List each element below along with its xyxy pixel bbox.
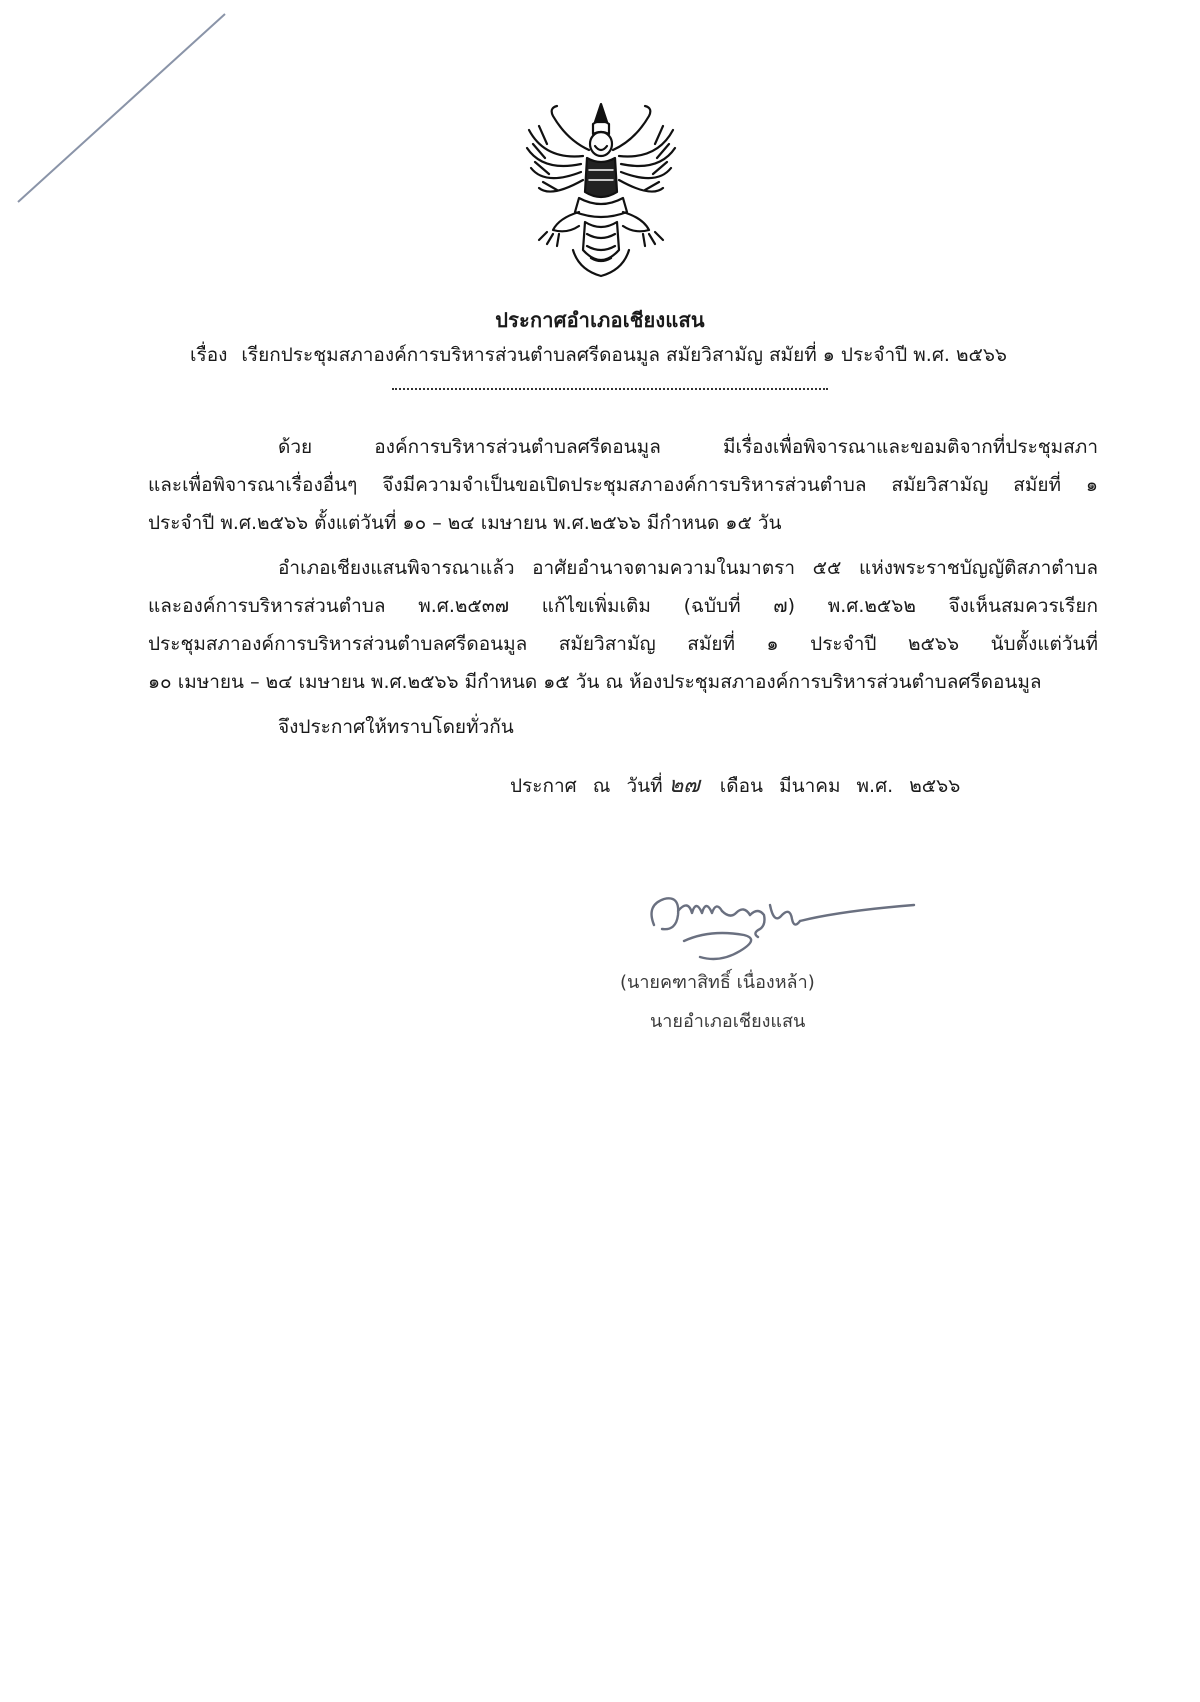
signer-position: นายอำเภอเชียงแสน [650,1011,806,1032]
date-year: ๒๕๖๖ [909,775,961,797]
paragraph-2-line: อำเภอเชียงแสนพิจารณาแล้ว อาศัยอำนาจตามความในมาตรา ๕๕ แห่งพระราชบัญญัติสภาตำบล [278,557,1098,579]
subject-line [190,340,1090,370]
date-month: มีนาคม [779,775,841,797]
paragraph-1-line: ประจำปี พ.ศ.๒๕๖๖ ตั้งแต่วันที่ ๑๐ – ๒๔ เมษายน พ.ศ.๒๕๖๖ มีกำหนด ๑๕ วัน [148,512,782,534]
document-title: ประกาศอำเภอเชียงแสน [495,308,705,332]
closing-statement: จึงประกาศให้ทราบโดยทั่วกัน [278,716,514,738]
date-day-handwritten: ๒๗ [668,773,700,798]
dotted-divider [392,388,828,390]
subject-text: เรียกประชุมสภาองค์การบริหารส่วนตำบลศรีดอนมูล สมัยวิสามัญ สมัยที่ ๑ ประจำปี พ.ศ. ๒๕๖๖ [241,344,1007,366]
paragraph-1-line: และเพื่อพิจารณาเรื่องอื่นๆ จึงมีความจำเป็นขอเปิดประชุมสภาองค์การบริหารส่วนตำบล สมัยวิสามัญ สมัยที่ ๑ [148,474,1098,496]
paragraph-2-line: ประชุมสภาองค์การบริหารส่วนตำบลศรีดอนมูล สมัยวิสามัญ สมัยที่ ๑ ประจำปี ๒๕๖๖ นับตั้งแต่วันที่ [148,633,1098,655]
date-era: พ.ศ. [856,775,894,797]
paragraph-2-line: ๑๐ เมษายน – ๒๔ เมษายน พ.ศ.๒๕๖๖ มีกำหนด ๑๕ วัน ณ ห้องประชุมสภาองค์การบริหารส่วนตำบลศรีดอนมูล [148,671,1042,693]
date-at: ณ [592,775,611,797]
paragraph-1 [148,428,1098,542]
paragraph-2-line: และองค์การบริหารส่วนตำบล พ.ศ.๒๕๓๗ แก้ไขเพิ่มเติม (ฉบับที่ ๗) พ.ศ.๒๕๖๒ จึงเห็นสมควรเรียก [148,595,1098,617]
paragraph-1-line: ด้วย องค์การบริหารส่วนตำบลศรีดอนมูล มีเรื่องเพื่อพิจารณาและขอมติจากที่ประชุมสภา [278,436,1098,458]
subject-label: เรื่อง [190,344,228,366]
date-month-label: เดือน [719,775,764,797]
signer-name: (นายคฑาสิทธิ์ เนื่องหล้า) [620,972,815,993]
date-day-label: วันที่ [626,775,663,797]
scan-mark-line [10,10,240,210]
paragraph-2 [148,549,1098,701]
announcement-date [510,767,960,802]
garuda-emblem-icon [523,100,679,280]
date-prefix: ประกาศ [510,775,577,797]
handwritten-signature [640,885,920,975]
